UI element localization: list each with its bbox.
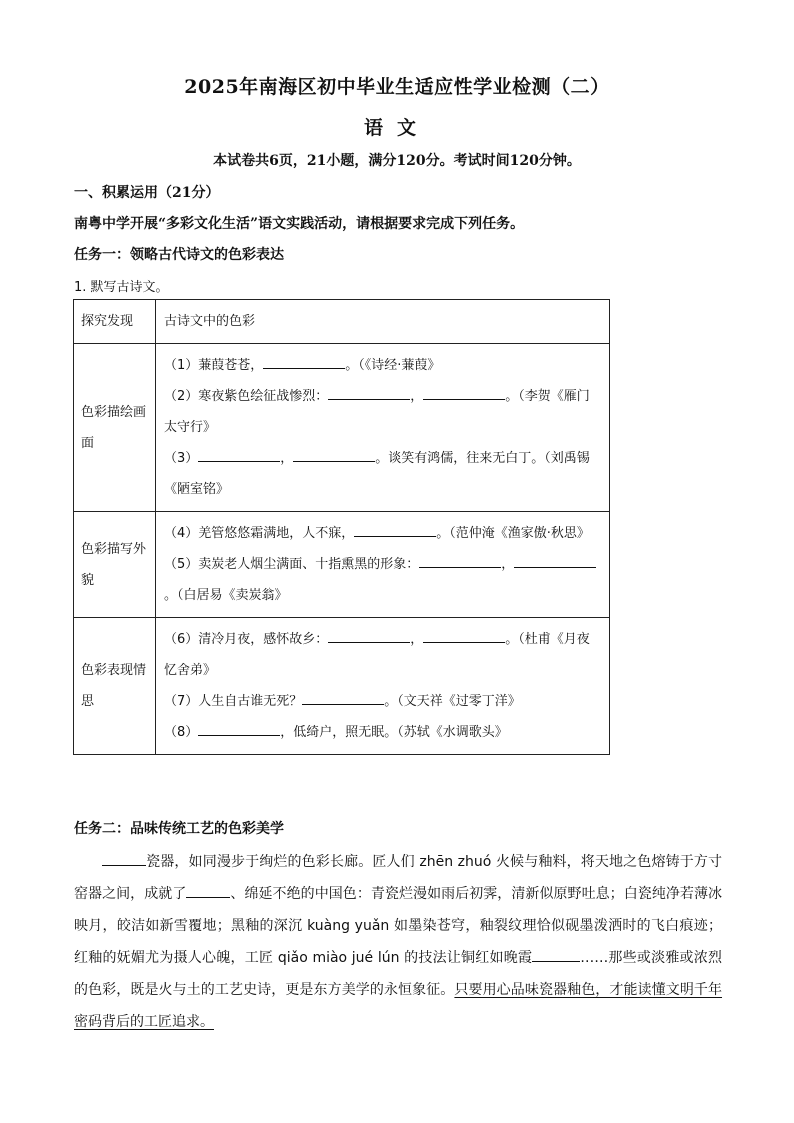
subject-title: 语文 (363, 117, 430, 139)
poem-line-3: （3） ， 。谈笑有鸿儒，往来无白丁。（刘禹锡《陋室铭》 (164, 443, 601, 505)
answer-blank[interactable] (514, 553, 596, 568)
poem-line-5: （5）卖炭老人烟尘满面、十指熏黑的形象： ，。（白居易《卖炭翁》 (164, 549, 601, 611)
answer-blank[interactable] (302, 690, 384, 705)
question-1-label: 1. 默写古诗文。 (74, 280, 169, 295)
poem-line-4: （4）羌管悠悠霜满地，人不寐， 。（范仲淹《渔家傲·秋思》 (164, 518, 601, 549)
answer-blank[interactable] (423, 385, 505, 400)
poem-table (73, 299, 610, 755)
poem-line-8: （8） ，低绮户，照无眠。（苏轼《水调歌头》 (164, 717, 601, 748)
answer-blank[interactable] (263, 354, 345, 369)
answer-blank[interactable] (198, 447, 280, 462)
answer-blank[interactable] (423, 628, 505, 643)
answer-blank[interactable] (328, 628, 410, 643)
exam-info: 本试卷共6页，21小题，满分120分。考试时间120分钟。 (213, 153, 581, 169)
table-row (74, 512, 610, 618)
underlined-sentence: 只要用心品味瓷器釉色，才能读懂文明千年密码背后的工匠追求。 (74, 982, 723, 1030)
table-header-row (74, 300, 610, 344)
poem-line-1: （1）蒹葭苍苍， 。（《诗经·蒹葭》 (164, 350, 601, 381)
content-cell (156, 344, 610, 512)
content-cell (156, 512, 610, 618)
header-cell-colors: 古诗文中的色彩 (156, 300, 610, 344)
task1-heading: 任务一：领略古代诗文的色彩表达 (74, 247, 284, 263)
category-cell: 色彩表现情思 (74, 618, 156, 755)
answer-blank[interactable] (354, 522, 436, 537)
section-heading: 一、积累运用（21分） (74, 185, 220, 201)
exam-title: 2025年南海区初中毕业生适应性学业检测（二） (184, 76, 610, 98)
header-cell-discovery: 探究发现 (74, 300, 156, 344)
answer-blank[interactable] (198, 721, 280, 736)
answer-blank[interactable] (532, 947, 580, 962)
answer-blank[interactable] (102, 851, 146, 866)
answer-blank[interactable] (328, 385, 410, 400)
table-row (74, 618, 610, 755)
poem-line-2: （2）寒夜紫色绘征战惨烈： ， 。（李贺《雁门太守行》 (164, 381, 601, 443)
task2-paragraph: 瓷器，如同漫步于绚烂的色彩长廊。匠人们 zhēn zhuó 火候与釉料，将天地之色熔铸于方寸窑器之间，成就了 、绵延不绝的中国色：青瓷烂漫如雨后初霁，清新似原野吐息；白瓷纯净若薄冰映月，皎洁如新雪覆地；黑釉的深沉 kuàng yuǎn 如墨染苍穹，釉裂纹理恰似砚墨泼洒时的飞白痕迹；红釉的妩媚尤为摄人心魄，工匠 qiǎo miào jué lún 的技法让铜红如晚霞 ……那些或淡雅或浓烈的色彩，既是火与土的工艺史诗，更是东方美学的永恒象征。只要用心品味瓷器釉色，才能读懂文明千年密码背后的工匠追求。 (74, 846, 722, 1038)
content-cell (156, 618, 610, 755)
table-row (74, 344, 610, 512)
answer-blank[interactable] (419, 553, 501, 568)
poem-line-6: （6）清冷月夜，感怀故乡： ， 。（杜甫《月夜忆舍弟》 (164, 624, 601, 686)
activity-intro: 南粤中学开展“多彩文化生活”语文实践活动，请根据要求完成下列任务。 (74, 216, 525, 232)
category-cell: 色彩描写外貌 (74, 512, 156, 618)
answer-blank[interactable] (293, 447, 375, 462)
answer-blank[interactable] (186, 883, 230, 898)
poem-line-7: （7）人生自古谁无死？ 。（文天祥《过零丁洋》 (164, 686, 601, 717)
category-cell: 色彩描绘画面 (74, 344, 156, 512)
task2-heading: 任务二：品味传统工艺的色彩美学 (74, 821, 284, 837)
